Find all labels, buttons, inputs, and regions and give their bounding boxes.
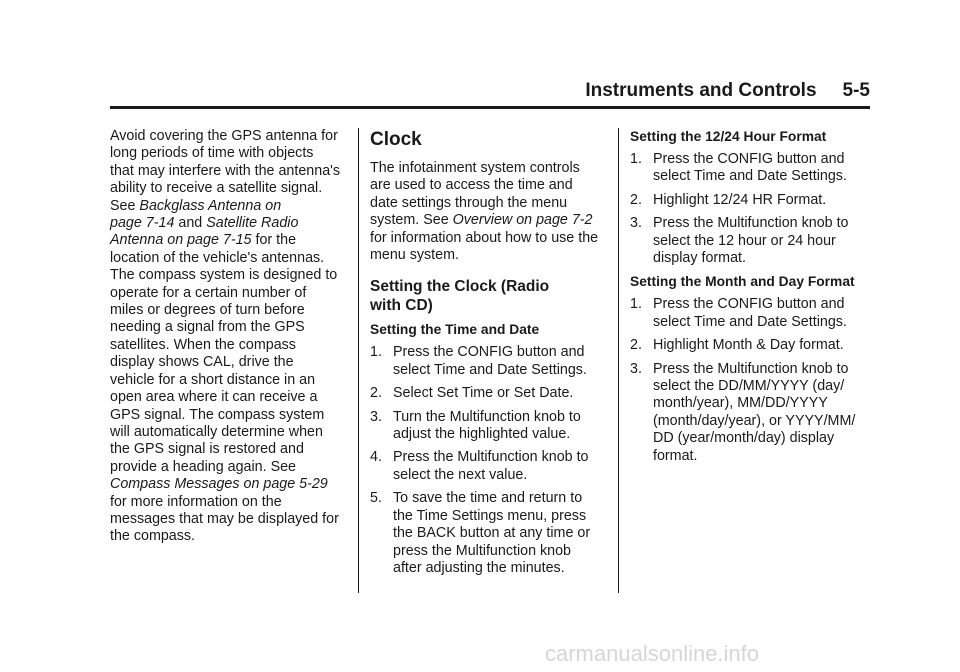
section-title: Instruments and Controls (585, 80, 817, 101)
text-line (110, 476, 350, 493)
step-number: 3. (630, 360, 642, 377)
step-text: select the 12 hour or 24 hour (653, 232, 836, 249)
step-item (630, 337, 870, 354)
text-line (110, 215, 350, 232)
step-text: Press the Multifunction knob to (393, 449, 589, 466)
header-rule (110, 106, 870, 109)
text-line: long periods of time with objects (110, 145, 314, 162)
text-line: GPS signal. The compass system (110, 406, 325, 423)
step-text: after adjusting the minutes. (393, 559, 565, 576)
procedure-heading: Setting the 12/24 Hour Format (630, 129, 827, 144)
step-item (630, 361, 870, 465)
section-heading-clock: Clock (370, 129, 422, 150)
column-divider (618, 128, 619, 593)
procedure-heading: Setting the Month and Day Format (630, 274, 855, 290)
text-line: The compass system is designed to (110, 267, 338, 284)
text-line: display shows CAL, drive the (110, 354, 294, 371)
column-formats (630, 128, 870, 471)
text-line: date settings through the menu (370, 194, 568, 211)
step-text: format. (653, 447, 698, 464)
text-line: operate for a certain number of (110, 284, 307, 301)
text-line: miles or degrees of turn before (110, 302, 305, 319)
text-line (110, 198, 350, 215)
page-header (110, 80, 870, 104)
text-span: system. See (370, 212, 453, 229)
step-item (370, 385, 610, 402)
text-line: vehicle for a short distance in an (110, 371, 316, 388)
step-text: Highlight Month & Day format. (653, 337, 844, 354)
text-line: provide a heading again. See (110, 458, 297, 475)
text-span: for the (251, 232, 297, 249)
text-span: See (110, 197, 140, 214)
text-line: for more information on the (110, 493, 282, 510)
step-text: select the DD/MM/YYYY (day/ (653, 378, 845, 395)
text-line: ability to receive a satellite signal. (110, 180, 323, 197)
subsection-heading (370, 277, 610, 315)
step-item (630, 296, 870, 331)
step-item (630, 151, 870, 186)
step-text: Turn the Multifunction knob to (393, 408, 581, 425)
text-line: Avoid covering the GPS antenna for (110, 128, 338, 144)
text-line: The infotainment system controls (370, 160, 580, 176)
step-text: Press the Multifunction knob to (653, 360, 849, 377)
step-item (630, 215, 870, 267)
step-number: 5. (370, 490, 382, 507)
step-text: To save the time and return to (393, 490, 583, 507)
step-text: Press the Multifunction knob to (653, 215, 849, 232)
step-text: select Time and Date Settings. (653, 168, 847, 185)
text-span: and (174, 215, 207, 232)
link-overview[interactable]: Overview on page 7‑2 (452, 212, 593, 229)
step-text: press the Multifunction knob (393, 542, 572, 559)
text-line: are used to access the time and (370, 177, 573, 194)
step-item (370, 409, 610, 444)
text-line: open area where it can receive a (110, 389, 318, 406)
text-line: messages that may be displayed for (110, 510, 339, 527)
text-line: for information about how to use the (370, 229, 599, 246)
column-clock (370, 128, 610, 583)
step-text: select the next value. (393, 466, 528, 483)
step-text: Highlight 12/24 HR Format. (653, 191, 827, 208)
link-satellite-radio-antenna-page[interactable]: Antenna on page 7‑15 (110, 232, 252, 249)
text-line: the compass. (110, 528, 196, 545)
step-number: 3. (630, 215, 642, 232)
step-text: the Time Settings menu, press (393, 507, 587, 524)
text-line: satellites. When the compass (110, 336, 296, 353)
text-line: location of the vehicle's antennas. (110, 249, 325, 266)
column-divider (358, 128, 359, 593)
step-number: 1. (370, 344, 382, 361)
link-backglass-antenna[interactable]: Backglass Antenna on (139, 197, 282, 214)
step-text: adjust the highlighted value. (393, 426, 571, 443)
step-item (630, 192, 870, 209)
step-item (370, 344, 610, 379)
step-item (370, 449, 610, 484)
step-text: Press the CONFIG button and (393, 344, 585, 361)
step-item (370, 490, 610, 577)
text-line: that may interfere with the antenna's (110, 162, 341, 179)
procedure-heading: Setting the Time and Date (370, 322, 540, 338)
step-number: 1. (630, 296, 642, 313)
step-number: 1. (630, 151, 642, 167)
step-text: Press the CONFIG button and (653, 151, 845, 167)
step-text: month/year), MM/DD/YYYY (653, 395, 828, 412)
link-backglass-antenna-page[interactable]: page 7‑14 (110, 215, 175, 232)
link-satellite-radio-antenna[interactable]: Satellite Radio (206, 215, 299, 232)
text-line: needing a signal from the GPS (110, 319, 305, 336)
step-number: 2. (630, 191, 642, 208)
subsection-heading-line: with CD) (370, 297, 433, 315)
text-line: will automatically determine when (110, 423, 323, 440)
step-number: 4. (370, 449, 382, 466)
step-text: DD (year/month/day) display (653, 430, 835, 447)
step-number: 2. (630, 337, 642, 354)
column-gps-compass (110, 128, 350, 546)
step-text: select Time and Date Settings. (653, 313, 847, 330)
step-text: the BACK button at any time or (393, 525, 591, 542)
link-compass-messages[interactable]: Compass Messages on page 5‑29 (110, 476, 328, 493)
text-line: menu system. (370, 247, 459, 264)
step-number: 3. (370, 408, 382, 425)
step-text: select Time and Date Settings. (393, 361, 587, 378)
text-line: the GPS signal is restored and (110, 441, 304, 458)
step-text: Select Set Time or Set Date. (393, 385, 574, 402)
step-text: (month/day/year), or YYYY/MM/ (653, 412, 856, 429)
watermark-text: carmanualsonline.info (545, 641, 760, 666)
page-number: 5-5 (842, 80, 870, 101)
text-line (370, 212, 610, 229)
subsection-heading-line: Setting the Clock (Radio (370, 278, 550, 296)
step-number: 2. (370, 385, 382, 402)
text-line (110, 232, 350, 249)
step-text: Press the CONFIG button and (653, 296, 845, 313)
step-text: display format. (653, 250, 746, 267)
